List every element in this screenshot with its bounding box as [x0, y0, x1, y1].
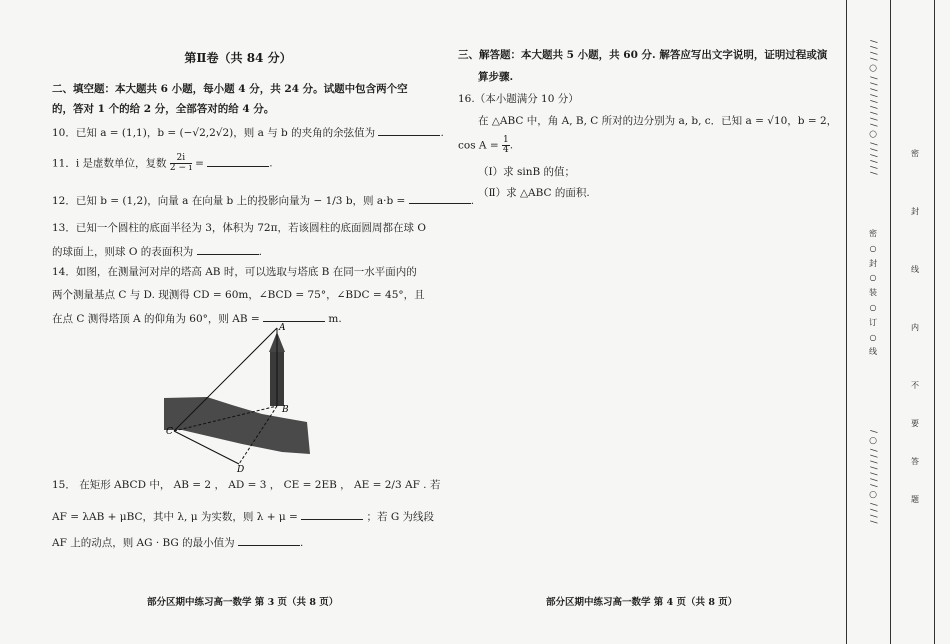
question-16-part-1: （Ⅰ）求 sinB 的值；: [478, 166, 576, 178]
cut-line-marks-2: / ○ / / / / / / / ○ / / / /: [868, 430, 878, 524]
seal-char: ○: [869, 273, 877, 283]
seal-char: ○: [869, 302, 877, 312]
section-2-heading: 二、填空题：本大题共 6 小题，每小题 4 分，共 24 分。试题中包含两个空的，答对 1 个的给 2 分，全部答对的给 4 分。: [52, 83, 408, 115]
seal-char: 不: [911, 381, 919, 390]
seal-char: 封: [869, 258, 877, 268]
seal-char: 封: [911, 207, 919, 216]
seal-text-inner: [868, 230, 878, 363]
numerator: 2i: [170, 154, 192, 164]
question-14-text: 在点 C 测得塔顶 A 的仰角为 60°，则 AB =: [52, 313, 260, 325]
label-a: A: [279, 323, 286, 333]
seal-char: 密: [869, 229, 877, 238]
question-15-line-2: [52, 510, 434, 523]
denominator: 4: [503, 145, 509, 155]
seal-char: 线: [911, 265, 919, 274]
question-12-text: 12．已知 b = (1,2)，向量 a 在向量 b 上的投影向量为 − 1/3 b，则 a·b =: [52, 195, 406, 207]
denominator: 2 − i: [169, 163, 192, 173]
numerator: 1: [503, 135, 509, 145]
seal-char: 线: [869, 347, 877, 357]
question-14-line-1: 14．如图，在测量河对岸的塔高 AB 时，可以选取与塔底 B 在同一水平面内的: [52, 266, 417, 278]
question-15-line-3: AF 上的动点，则 AG · BG 的最小值为 .: [52, 537, 304, 549]
seal-char: ○: [869, 243, 877, 253]
answer-blank: [409, 194, 471, 204]
question-11-text: 11．i 是虚数单位，复数: [52, 157, 167, 170]
seal-char: 内: [911, 323, 919, 332]
question-16-line-1: 在 △ABC 中，角 A, B, C 所对的边分别为 a, b, c．已知 a = √10，b = 2，: [478, 115, 838, 127]
label-c: C: [166, 427, 173, 437]
seal-char: 答: [911, 457, 919, 466]
part-title: 第Ⅱ卷（共 84 分）: [184, 51, 292, 65]
seal-char: 要: [911, 419, 919, 428]
label-d: D: [237, 465, 245, 472]
fraction: [170, 154, 192, 173]
question-13-line-2: 的球面上，则球 O 的表面积为 .: [52, 246, 262, 258]
equals: =: [195, 157, 204, 170]
unit: m.: [328, 313, 342, 325]
margin-line-3: [934, 0, 935, 644]
seal-char: 订: [869, 317, 877, 327]
fraction: [502, 136, 510, 155]
question-15-text: AF = λAB + μBC，其中 λ, μ 为实数，则 λ + μ =: [52, 511, 298, 523]
answer-blank: [238, 536, 300, 546]
question-16-part-2: （Ⅱ）求 △ABC 的面积.: [478, 187, 590, 199]
question-15-text-c: AF 上的动点，则 AG · BG 的最小值为: [52, 537, 235, 549]
page-3-footer: 部分区期中练习高一数学 第 3 页（共 8 页）: [147, 597, 339, 608]
seal-char: 密: [911, 149, 919, 158]
seal-char: ○: [869, 332, 877, 342]
cut-line-marks: / / / / ○ / / / / / / / / / ○ / / / / / /: [868, 40, 878, 175]
answer-blank: [301, 510, 363, 520]
answer-blank: [263, 312, 325, 322]
answer-blank: [197, 245, 259, 255]
section-3-heading: 三、解答题：本大题共 5 小题，共 60 分. 解答应写出文字说明，证明过程或演: [458, 49, 828, 61]
question-13-text: 的球面上，则球 O 的表面积为: [52, 246, 194, 258]
left-page: [52, 48, 475, 549]
question-16-line-2: [458, 136, 513, 155]
answer-blank: [207, 157, 269, 167]
answer-blank: [378, 126, 440, 136]
cos-label: cos A =: [458, 139, 499, 152]
label-b: B: [282, 405, 289, 415]
seal-text-outer-2: [911, 420, 919, 504]
question-10-text: 10．已知 a = (1,1)，b = (−√2,2√2)，则 a 与 b 的夹角的余弦值为: [52, 127, 376, 139]
seal-char: 题: [911, 495, 919, 504]
margin-line-2: [890, 0, 891, 644]
question-11: 11．i 是虚数单位，复数 $\frac{2i}{2 - i}$ = .: [52, 153, 273, 173]
question-15-line-1: 15． 在矩形 ABCD 中， AB = 2 ， AD = 3 ， CE = 2EB ， AE = 2/3 AF . 若: [52, 479, 441, 491]
seal-char: 装: [869, 288, 877, 298]
question-13-line-1: 13．已知一个圆柱的底面半径为 3，体积为 72π，若该圆柱的底面圆周都在球 O: [52, 222, 426, 234]
question-12: 12．已知 b = (1,2)，向量 a 在向量 b 上的投影向量为 − 1/3 b，则 a·b = .: [52, 195, 475, 207]
seal-text-outer: [911, 150, 919, 440]
section-3-heading-2: 算步骤.: [478, 71, 514, 83]
question-16-heading: 16.（本小题满分 10 分）: [458, 93, 579, 105]
tower-figure: [112, 322, 312, 476]
binding-margin: [846, 0, 950, 644]
page-4-footer: 部分区期中练习高一数学 第 4 页（共 8 页）: [546, 597, 738, 608]
margin-line-1: [846, 0, 847, 644]
question-14-line-2: 两个测量基点 C 与 D. 现测得 CD = 60m，∠BCD = 75°，∠BDC = 45°，且: [52, 289, 425, 301]
question-10: 10．已知 a = (1,1)，b = (−√2,2√2)，则 a 与 b 的夹角的余弦值为 .: [52, 127, 444, 139]
question-15-text-b: ；若 G 为线段: [366, 511, 435, 523]
period: .: [509, 139, 514, 152]
tower-diagram: [112, 322, 312, 472]
